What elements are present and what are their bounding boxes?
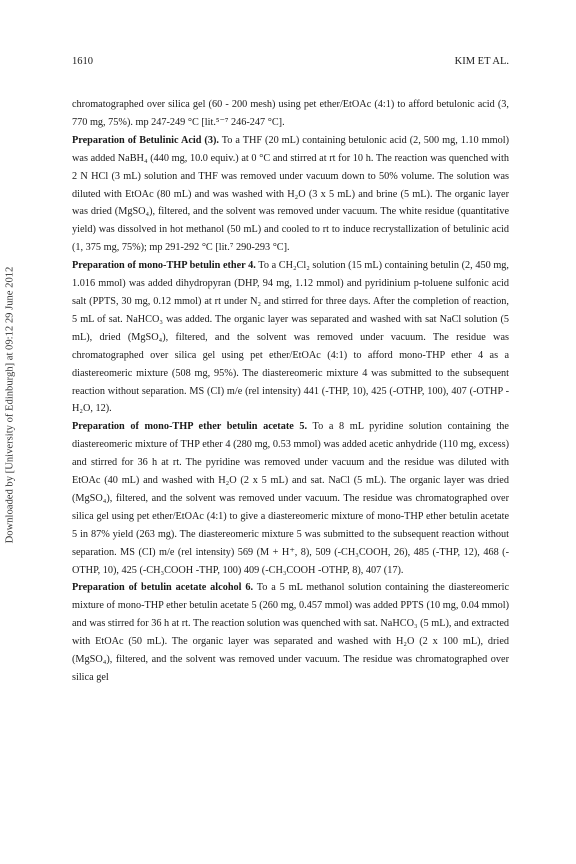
paragraph-heading: Preparation of betulin acetate alcohol 6. [72,582,254,594]
article-body [72,96,509,687]
paragraph-heading: Preparation of Betulinic Acid (3). [72,134,219,146]
paragraph-acetate-alcohol [72,579,509,686]
paragraph-text: To a 8 mL pyridine solution containing the diastereomeric mixture of THP ether 4 (280 mg, 0.53 mmol) was added acetic anhydride (110 mg, excess) and stirred for 36 h at rt. The pyridine was removed under vacuum and the residue was diluted with EtOAc (40 mL) and washed with H₂O (2 x 5 mL) and sat. NaCl (5 mL). The organic layer was dried (MgSO₄), filtered, and the solvent was removed under vacuum. The residue was chromatographed over silica gel using pet ether/EtOAc (4:1) to give a diastereomeric mixture of mono-THP ether betulin acetate 5 in 87% yield (263 mg). The diastereomeric mixture 5 was submitted to the subsequent reaction without separation. MS (CI) m/e (rel intensity) 569 (M + H⁺, 8), 509 (-CH₃COOH, 26), 485 (-THP, 12), 468 (-OTHP, 10), 425 (-CH₃COOH -THP, 100) 409 (-CH₃COOH -OTHP, 8), 407 (17). [72,421,509,576]
paragraph-text: To a THF (20 mL) containing betulonic acid (2, 500 mg, 1.10 mmol) was added NaBH₄ (440 mg, 10.0 equiv.) at 0 °C and stirred at rt for 10 h. The reaction was quenched with 2 N HCl (3 mL) solution and THF was removed under vacuum down to 50% volume. The solution was diluted with EtOAc (80 mL) and was washed with H₂O (3 x 5 mL) and brine (5 mL). The organic layer was dried (MgSO₄), filtered, and the solvent was removed under vacuum. The white residue (quantitative yield) was dissolved in hot methanol (50 mL) and cooled to rt to induce recrystallization of betulinic acid (1, 375 mg, 75%); mp 291-292 °C [lit.⁷ 290-293 °C]. [72,134,509,254]
paragraph-text: To a CH₂Cl₂ solution (15 mL) containing betulin (2, 450 mg, 1.016 mmol) was added dihydropyran (DHP, 94 mg, 1.12 mmol) and pyridinium p-toluene sulfonic acid salt (PPTS, 30 mg, 0.12 mmol) at rt under N₂ and stirred for three days. After the completion of reaction, 5 mL of sat. NaHCO₃ was added. The organic layer was separated and washed with sat NaCl solution (5 mL), dried (MgSO₄), filtered, and the solvent was removed under vacuum. The residue was chromatographed over silica gel using pet ether/EtOAc (4:1) to afford mono-THP ether 4 as a diastereomeric mixture (508 mg, 95%). The diastereomeric mixture 4 was submitted to the subsequent reaction without separation. MS (CI) m/e (rel intensity) 441 (-THP, 10), 425 (-OTHP, 100), 407 (-OTHP -H₂O, 12). [72,260,509,415]
paragraph-text: chromatographed over silica gel (60 - 200 mesh) using pet ether/EtOAc (4:1) to afford betulonic acid (3, 770 mg, 75%). mp 247-249 °C [lit.⁵⁻⁷ 246-247 °C]. [72,99,509,128]
paragraph-mono-thp-ether [72,257,509,418]
page-header [72,56,509,70]
paragraph-betulonic-acid-end [72,96,509,132]
paragraph-text: To a 5 mL methanol solution containing the diastereomeric mixture of mono-THP ether betulin acetate 5 (260 mg, 0.457 mmol) was added PPTS (10 mg, 0.04 mmol) and was stirred for 36 h at rt. The reaction solution was quenched with sat. NaHCO₃ (5 mL), and extracted with EtOAc (50 mL). The organic layer was separated and washed with H₂O (2 x 100 mL), dried (MgSO₄), filtered, and the solvent was removed under vacuum. The residue was chromatographed over silica gel [72,582,509,683]
running-head: KIM ET AL. [454,56,509,67]
paragraph-thp-ether-acetate [72,418,509,579]
paragraph-heading: Preparation of mono-THP betulin ether 4. [72,260,256,272]
page-number: 1610 [72,56,93,67]
paragraph-heading: Preparation of mono-THP ether betulin acetate 5. [72,421,308,433]
download-note: Downloaded by [University of Edinburgh] at 09:12 29 June 2012 [4,266,16,544]
download-watermark [2,190,18,620]
paragraph-betulinic-acid [72,132,509,257]
